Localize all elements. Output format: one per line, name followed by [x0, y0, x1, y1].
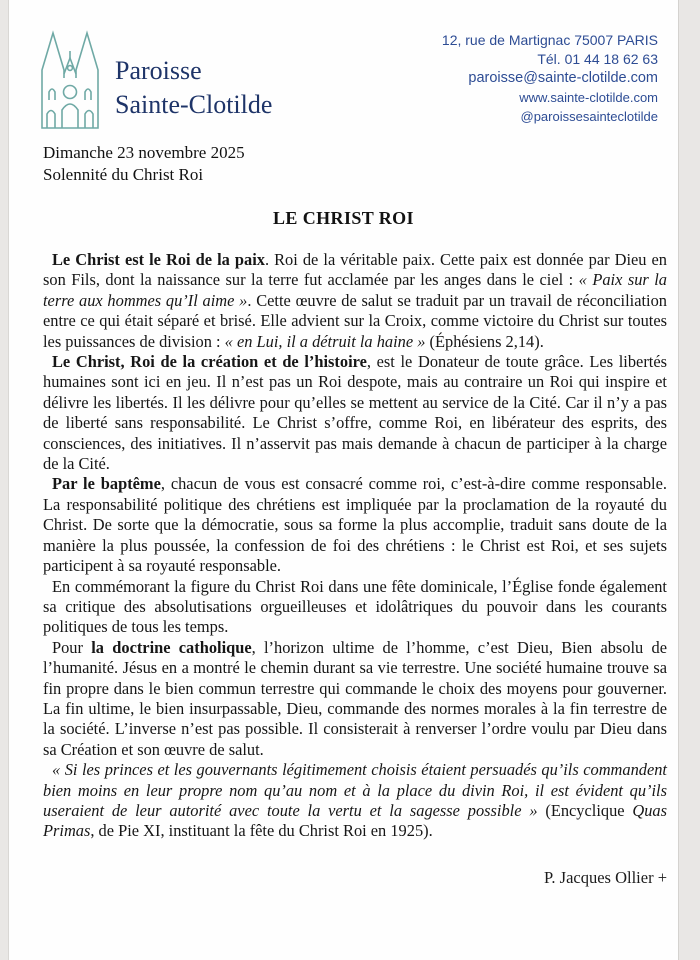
text-segment: En commémorant la figure du Christ Roi dans une fête dominicale, l’Église fonde également sa critique des absolutisations orgueilleuses et idolâtriques du pouvoir dans les courants politiques de tous les temps.: [43, 576, 667, 637]
document-title: LE CHRIST ROI: [273, 208, 414, 228]
parish-name-line1: Paroisse: [115, 56, 202, 85]
text-segment: , l’horizon ultime de l’homme, c’est Dieu, Bien absolu de l’humanité. Jésus en a montré le chemin durant sa vie terrestre. Une société humaine trouve sa fin propre dans le bien commun terrestre qui commande le choix des moyens pour gouverner. La fin ultime, le bien insurpassable, Dieu, commande des normes morales à la fin terrestre de la société. L’inverse n’est pas possible. Il consisterait à renverser l’ordre voulu par Dieu dans sa Création et son œuvre de salut.: [43, 637, 667, 759]
text-segment: Quas Primas: [43, 800, 667, 841]
paragraph: [43, 577, 667, 638]
text-segment: . Roi de la véritable paix. Cette paix est donnée par Dieu en son Fils, dont la naissance sur la terre fut acclamée par les anges dans le ciel :: [43, 250, 667, 290]
church-facade-icon: [35, 28, 105, 132]
letterhead: [9, 0, 678, 132]
text-segment: (Encyclique: [537, 800, 633, 820]
contact-phone: Tél. 01 44 18 62 63: [537, 51, 658, 67]
parish-name: [115, 54, 272, 122]
paragraph: [43, 638, 667, 760]
paragraph: [43, 474, 667, 576]
text-segment: , chacun de vous est consacré comme roi, c’est-à-dire comme responsable. La responsabilité politique des chrétiens est impliquée par la proclamation de la royauté du Christ. De sorte que la démocratie, sous sa forme la plus accomplie, traduit sans doute de la manière la plus poussée, la confession de foi des chrétiens : le Christ est Roi, et ses sujets participent à sa royauté responsable.: [43, 474, 667, 576]
text-segment: la doctrine catholique: [91, 637, 252, 657]
paragraph: [43, 352, 667, 474]
date-line: Dimanche 23 novembre 2025: [43, 143, 245, 162]
contact-block: [442, 31, 658, 132]
document-body: [43, 250, 667, 842]
text-segment: . Cette œuvre de salut se traduit par un travail de réconciliation entre ce qui était séparé et brisé. Elle advient sur la Croix, comme victoire du Christ sur toutes les puissances de division :: [43, 290, 667, 351]
text-segment: Par le baptême: [52, 474, 161, 494]
text-segment: , de Pie XI, instituant la fête du Christ Roi en 1925).: [90, 821, 433, 841]
contact-social: @paroissesainteclotilde: [520, 109, 658, 124]
text-segment: « Paix sur la terre aux hommes qu’Il aime »: [43, 270, 667, 310]
paragraph: [43, 760, 667, 842]
feast-line: Solennité du Christ Roi: [43, 165, 204, 184]
text-segment: Le Christ est le Roi de la paix: [52, 250, 265, 269]
contact-address: 12, rue de Martignac 75007 PARIS: [441, 32, 658, 48]
paragraph: [43, 250, 667, 352]
parish-brand: [35, 28, 272, 132]
text-segment: Le Christ, Roi de la création et de l’histoire: [52, 352, 367, 372]
parish-name-line2: Sainte-Clotilde: [115, 90, 273, 119]
date-block: [43, 142, 678, 186]
document-page: [8, 0, 679, 960]
text-segment: , est le Donateur de toute grâce. Les libertés humaines sont ici en jeu. Il n’est pas un Roi despote, mais au contraire un Roi qui inspire et délivre les libertés. Il les délivre pour qu’elles se mettent au service de la Cité. Car il n’y a pas de liberté sans responsabilité. Le Christ s’offre, comme Roi, en libérateur des esprits, des consciences, des initiatives. Il n’asservit pas mais demande à chacun de participer à la charge de la Cité.: [43, 352, 667, 474]
contact-website: www.sainte-clotilde.com: [519, 90, 658, 105]
text-segment: (Éphésiens 2,14).: [425, 331, 544, 351]
text-segment: « en Lui, il a détruit la haine »: [224, 331, 426, 351]
contact-email: paroisse@sainte-clotilde.com: [468, 70, 658, 86]
text-segment: « Si les princes et les gouvernants légitimement choisis étaient persuadés qu’ils commandent bien moins en leur propre nom qu’au nom et à la place du divin Roi, il est évident qu’ils useraient de leur autorité avec toute la vertu et la sagesse possible »: [43, 760, 667, 820]
signature: P. Jacques Ollier +: [544, 867, 667, 887]
text-segment: Pour: [52, 637, 92, 657]
